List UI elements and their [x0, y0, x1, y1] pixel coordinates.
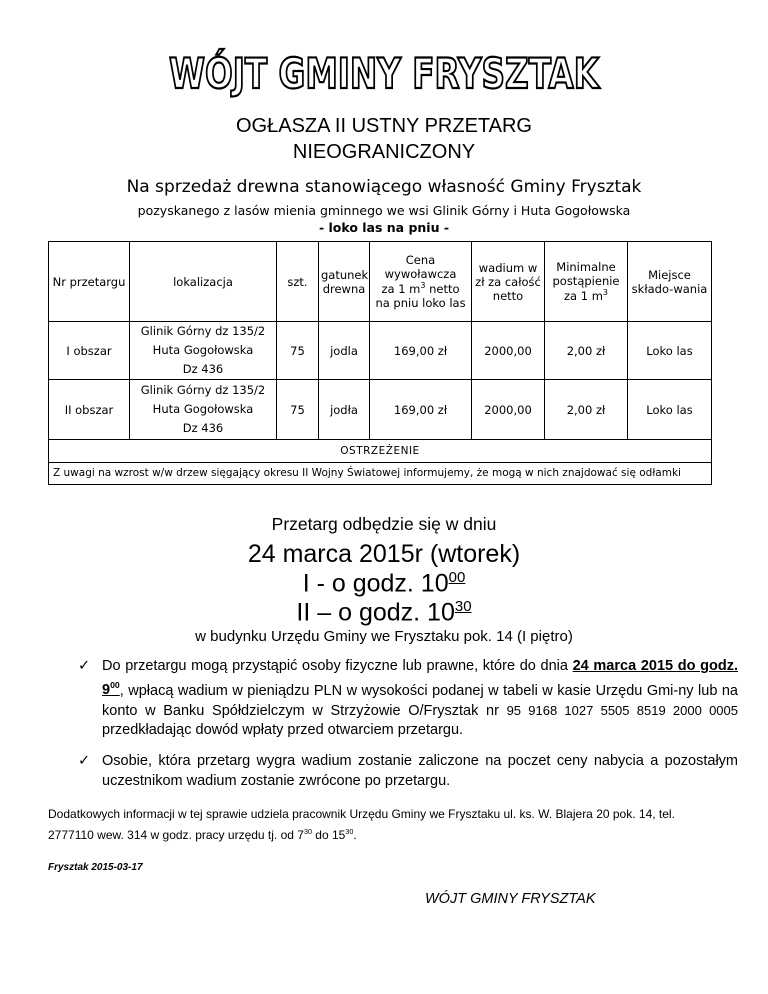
- condition-deposit: ✓ Do przetargu mogą przystąpić osoby fizyczne lub prawne, które do dnia 24 marca 2015 do godz. $9^{00}$, wpłacą wadium w pieniądzu PLN w wysokości podanej w tabeli w kasie Urzędu Gmi-ny lub na konto w Banku Spółdzielczym w Strzyżowie O/Frysztak nr 95 9168 1027 5505 8519 2000 0005 przedkładając dowód wpłaty przed otwarciem przetargu.: [78, 658, 739, 739]
- cell-storage: Loko las: [628, 380, 712, 440]
- issue-date: Frysztak 2015-03-17: [48, 862, 143, 873]
- cell-price: 169,00 zł: [370, 322, 472, 380]
- auction-time-2: II – o godz. $10^{30}$: [296, 598, 472, 627]
- cell-deposit: 2000,00: [472, 380, 545, 440]
- auction-time-1: I - o godz. $10^{00}$: [302, 569, 466, 598]
- header-deposit: wadium w zł za całość netto: [472, 242, 545, 322]
- cell-species: jodla: [319, 322, 370, 380]
- title-banner: [0, 42, 768, 102]
- auction-date: 24 marca 2015r (wtorek): [247, 540, 521, 568]
- cell-price: 169,00 zł: [370, 380, 472, 440]
- table-row: [49, 322, 712, 380]
- cell-nr: II obszar: [49, 380, 130, 440]
- checkmark-icon: ✓: [78, 658, 91, 674]
- header-location: lokalizacja: [130, 242, 277, 322]
- cell-location: Glinik Górny dz 135/2 Huta Gogołowska Dz 436: [130, 380, 277, 440]
- announcement-line-2: NIEOGRANICZONY: [292, 141, 476, 163]
- warning-body-row: [49, 463, 712, 485]
- cell-nr: I obszar: [49, 322, 130, 380]
- cell-storage: Loko las: [628, 322, 712, 380]
- header-count: szt.: [277, 242, 319, 322]
- cell-location: Glinik Górny dz 135/2 Huta Gogołowska Dz 436: [130, 322, 277, 380]
- header-price: Cena wywoławcza za 1 $m^3$ netto na pniu loko las: [370, 242, 472, 322]
- header-storage: Miejsce składo-wania: [628, 242, 712, 322]
- header-species: gatunek drewna: [319, 242, 370, 322]
- auction-place: w budynku Urzędu Gminy we Frysztaku pok. 14 (I piętro): [195, 628, 573, 645]
- schedule-intro: Przetarg odbędzie się w dniu: [271, 514, 497, 534]
- cell-min-bid: 2,00 zł: [545, 380, 628, 440]
- contact-info: Dodatkowych informacji w tej sprawie udziela pracownik Urzędu Gminy we Frysztaku ul. ks. W. Blajera 20 pok. 14, tel. 2777110 wew. 314 w godz. pracy urzędu tj. od $7^{30}$ do $15^{30}$.: [48, 807, 675, 842]
- cell-species: jodła: [319, 380, 370, 440]
- cell-count: 75: [277, 322, 319, 380]
- condition-refund: ✓ Osobie, która przetarg wygra wadium zostanie zaliczone na poczet ceny nabycia a pozostałym uczestnikom wadium zostanie zwrócone po przetargu.: [78, 753, 738, 789]
- checkmark-icon: ✓: [78, 753, 91, 769]
- cell-min-bid: 2,00 zł: [545, 322, 628, 380]
- bank-account-number: 95 9168 1027 5505 8519 2000 0005: [506, 702, 738, 718]
- page-title: WÓJT GMINY FRYSZTAK: [169, 49, 723, 98]
- table-row: [49, 380, 712, 440]
- sale-subject: Na sprzedaż drewna stanowiącego własność Gminy Frysztak: [126, 177, 642, 197]
- table-header-row: [49, 242, 712, 322]
- warning-text: Z uwagi na wzrost w/w drzew sięgający okresu II Wojny Światowej informujemy, że mogą w nich znajdować się odłamki: [49, 463, 712, 485]
- announcement-line-1: OGŁASZA II USTNY PRZETARG: [236, 115, 532, 137]
- header-min-bid: Minimalne postąpienie za 1 $m^3$: [545, 242, 628, 322]
- auction-table: [48, 241, 712, 485]
- cell-deposit: 2000,00: [472, 322, 545, 380]
- cell-count: 75: [277, 380, 319, 440]
- warning-title: OSTRZEŻENIE: [49, 440, 712, 463]
- sale-origin: pozyskanego z lasów mienia gminnego we wsi Glinik Górny i Huta Gogołowska: [137, 203, 631, 218]
- warning-title-row: [49, 440, 712, 463]
- sale-terms: - loko las na pniu -: [318, 220, 450, 235]
- signature: WÓJT GMINY FRYSZTAK: [425, 891, 596, 907]
- header-nr: Nr przetargu: [49, 242, 130, 322]
